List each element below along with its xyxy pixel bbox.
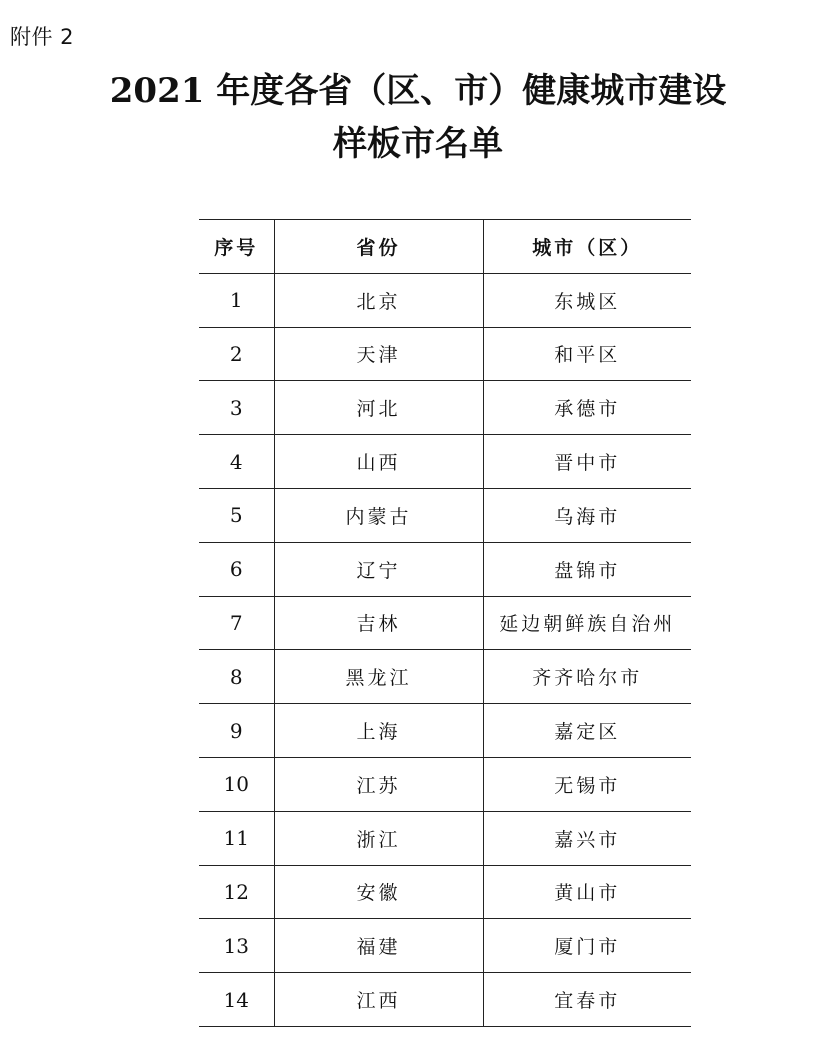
title-line-2: 样板市名单	[333, 124, 503, 164]
row-city: 宜春市	[483, 973, 691, 1027]
row-number: 8	[199, 650, 274, 704]
row-number: 11	[199, 811, 274, 865]
header-province: 省份	[274, 220, 483, 274]
row-number: 13	[199, 919, 274, 973]
table-row	[199, 919, 691, 973]
table-row	[199, 650, 691, 704]
row-province: 天津	[274, 327, 483, 381]
row-province: 福建	[274, 919, 483, 973]
table-row	[199, 704, 691, 758]
row-province: 河北	[274, 381, 483, 435]
row-city: 乌海市	[483, 488, 691, 542]
document-title	[0, 66, 836, 169]
table-row	[199, 542, 691, 596]
row-city: 厦门市	[483, 919, 691, 973]
header-number: 序号	[199, 220, 274, 274]
table-row	[199, 488, 691, 542]
row-city: 晋中市	[483, 435, 691, 489]
row-number: 2	[199, 327, 274, 381]
row-province: 山西	[274, 435, 483, 489]
row-city: 无锡市	[483, 757, 691, 811]
row-province: 内蒙古	[274, 488, 483, 542]
row-province: 浙江	[274, 811, 483, 865]
row-province: 辽宁	[274, 542, 483, 596]
table-row	[199, 435, 691, 489]
table-row	[199, 596, 691, 650]
row-city: 盘锦市	[483, 542, 691, 596]
table-row	[199, 865, 691, 919]
row-number: 5	[199, 488, 274, 542]
table-row	[199, 327, 691, 381]
row-number: 4	[199, 435, 274, 489]
row-number: 6	[199, 542, 274, 596]
attachment-label: 附件 2	[10, 25, 75, 49]
table-row	[199, 757, 691, 811]
row-number: 3	[199, 381, 274, 435]
row-city: 延边朝鲜族自治州	[483, 596, 691, 650]
row-number: 9	[199, 704, 274, 758]
row-city: 嘉定区	[483, 704, 691, 758]
row-number: 10	[199, 757, 274, 811]
table-row	[199, 973, 691, 1027]
row-province: 安徽	[274, 865, 483, 919]
row-province: 上海	[274, 704, 483, 758]
title-line-1: 2021 年度各省（区、市）健康城市建设	[109, 71, 727, 111]
table-row	[199, 381, 691, 435]
table-row	[199, 273, 691, 327]
row-number: 12	[199, 865, 274, 919]
row-city: 嘉兴市	[483, 811, 691, 865]
row-number: 14	[199, 973, 274, 1027]
row-province: 江苏	[274, 757, 483, 811]
row-number: 1	[199, 273, 274, 327]
row-number: 7	[199, 596, 274, 650]
row-province: 黑龙江	[274, 650, 483, 704]
row-city: 黄山市	[483, 865, 691, 919]
row-province: 北京	[274, 273, 483, 327]
header-city: 城市（区）	[483, 220, 691, 274]
city-roster-table	[199, 219, 691, 1027]
row-city: 承德市	[483, 381, 691, 435]
row-city: 东城区	[483, 273, 691, 327]
row-province: 吉林	[274, 596, 483, 650]
table-header-row	[199, 220, 691, 274]
table-row	[199, 811, 691, 865]
row-province: 江西	[274, 973, 483, 1027]
row-city: 齐齐哈尔市	[483, 650, 691, 704]
row-city: 和平区	[483, 327, 691, 381]
